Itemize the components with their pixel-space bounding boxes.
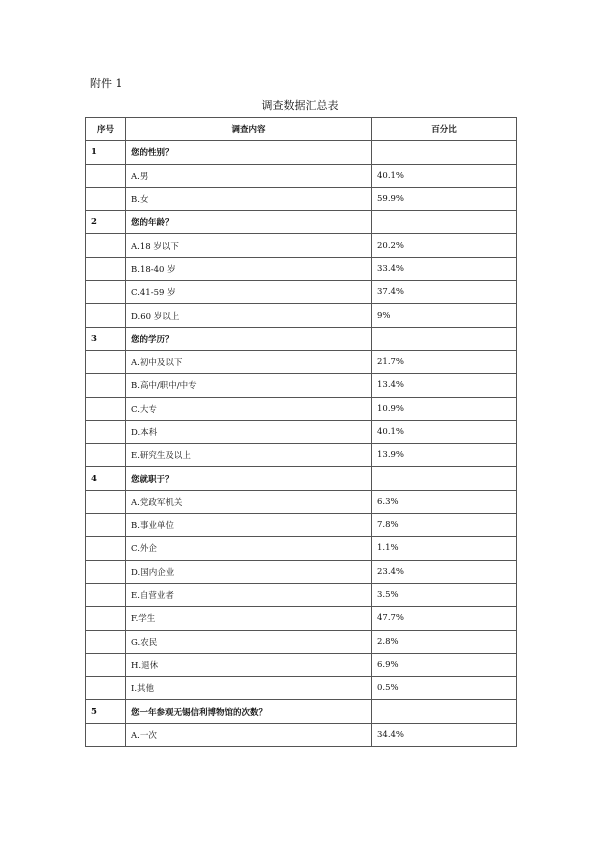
option-row xyxy=(86,234,517,257)
option-label: D.60 岁以上 xyxy=(126,304,372,327)
question-row xyxy=(86,141,517,164)
option-row xyxy=(86,164,517,187)
option-number-empty xyxy=(86,514,126,537)
option-label: C.大专 xyxy=(126,397,372,420)
question-row xyxy=(86,327,517,350)
option-label: E.研究生及以上 xyxy=(126,444,372,467)
table-header-row xyxy=(86,118,517,141)
option-percent: 9% xyxy=(372,304,517,327)
option-label: B.高中/职中/中专 xyxy=(126,374,372,397)
option-number-empty xyxy=(86,304,126,327)
option-percent: 37.4% xyxy=(372,281,517,304)
option-percent: 20.2% xyxy=(372,234,517,257)
question-number: 5 xyxy=(86,700,126,723)
option-label: A.党政军机关 xyxy=(126,490,372,513)
option-percent: 33.4% xyxy=(372,257,517,280)
option-number-empty xyxy=(86,397,126,420)
option-row xyxy=(86,630,517,653)
option-number-empty xyxy=(86,257,126,280)
table-title: 调查数据汇总表 xyxy=(261,99,339,112)
option-label: A.18 岁以下 xyxy=(126,234,372,257)
option-row xyxy=(86,537,517,560)
option-percent: 2.8% xyxy=(372,630,517,653)
option-percent: 13.4% xyxy=(372,374,517,397)
option-percent: 6.9% xyxy=(372,653,517,676)
question-text: 您的学历？ xyxy=(126,327,372,350)
question-number: 2 xyxy=(86,211,126,234)
option-number-empty xyxy=(86,164,126,187)
header-content: 调查内容 xyxy=(126,118,372,141)
option-percent: 7.8% xyxy=(372,514,517,537)
option-label: F.学生 xyxy=(126,607,372,630)
option-number-empty xyxy=(86,350,126,373)
question-percent-empty xyxy=(372,467,517,490)
option-percent: 1.1% xyxy=(372,537,517,560)
option-number-empty xyxy=(86,374,126,397)
option-label: B.女 xyxy=(126,187,372,210)
option-label: H.退休 xyxy=(126,653,372,676)
option-label: E.自营业者 xyxy=(126,583,372,606)
question-text: 您就职于？ xyxy=(126,467,372,490)
option-label: B.事业单位 xyxy=(126,514,372,537)
option-number-empty xyxy=(86,490,126,513)
option-row xyxy=(86,374,517,397)
option-label: D.本科 xyxy=(126,420,372,443)
option-number-empty xyxy=(86,583,126,606)
option-percent: 10.9% xyxy=(372,397,517,420)
header-number: 序号 xyxy=(86,118,126,141)
option-number-empty xyxy=(86,444,126,467)
option-row xyxy=(86,607,517,630)
option-percent: 59.9% xyxy=(372,187,517,210)
question-text: 您一年参观无锡信利博物馆的次数？ xyxy=(126,700,372,723)
option-row xyxy=(86,281,517,304)
question-percent-empty xyxy=(372,700,517,723)
option-number-empty xyxy=(86,187,126,210)
option-row xyxy=(86,350,517,373)
option-percent: 23.4% xyxy=(372,560,517,583)
question-number: 4 xyxy=(86,467,126,490)
survey-summary-table xyxy=(85,117,517,747)
option-number-empty xyxy=(86,234,126,257)
attachment-label: 附件 1 xyxy=(90,77,123,90)
option-label: A.男 xyxy=(126,164,372,187)
option-row xyxy=(86,397,517,420)
option-row xyxy=(86,304,517,327)
option-row xyxy=(86,723,517,746)
option-number-empty xyxy=(86,607,126,630)
option-row xyxy=(86,444,517,467)
option-number-empty xyxy=(86,630,126,653)
option-label: G.农民 xyxy=(126,630,372,653)
question-row xyxy=(86,700,517,723)
option-label: A.初中及以下 xyxy=(126,350,372,373)
header-percent: 百分比 xyxy=(372,118,517,141)
option-label: D.国内企业 xyxy=(126,560,372,583)
option-row xyxy=(86,653,517,676)
option-percent: 6.3% xyxy=(372,490,517,513)
option-number-empty xyxy=(86,723,126,746)
option-percent: 0.5% xyxy=(372,677,517,700)
option-label: C.41-59 岁 xyxy=(126,281,372,304)
option-percent: 3.5% xyxy=(372,583,517,606)
option-label: C.外企 xyxy=(126,537,372,560)
option-row xyxy=(86,420,517,443)
option-row xyxy=(86,677,517,700)
question-text: 您的年龄？ xyxy=(126,211,372,234)
option-percent: 47.7% xyxy=(372,607,517,630)
question-percent-empty xyxy=(372,327,517,350)
question-percent-empty xyxy=(372,211,517,234)
question-row xyxy=(86,211,517,234)
option-row xyxy=(86,560,517,583)
option-number-empty xyxy=(86,281,126,304)
option-row xyxy=(86,490,517,513)
option-number-empty xyxy=(86,537,126,560)
option-percent: 40.1% xyxy=(372,420,517,443)
option-row xyxy=(86,583,517,606)
option-number-empty xyxy=(86,677,126,700)
question-text: 您的性别？ xyxy=(126,141,372,164)
question-row xyxy=(86,467,517,490)
option-row xyxy=(86,514,517,537)
option-percent: 13.9% xyxy=(372,444,517,467)
option-label: B.18-40 岁 xyxy=(126,257,372,280)
option-percent: 21.7% xyxy=(372,350,517,373)
option-row xyxy=(86,257,517,280)
option-label: A.一次 xyxy=(126,723,372,746)
option-percent: 34.4% xyxy=(372,723,517,746)
option-row xyxy=(86,187,517,210)
question-percent-empty xyxy=(372,141,517,164)
option-number-empty xyxy=(86,420,126,443)
table-body xyxy=(86,141,517,747)
option-percent: 40.1% xyxy=(372,164,517,187)
option-number-empty xyxy=(86,653,126,676)
question-number: 1 xyxy=(86,141,126,164)
question-number: 3 xyxy=(86,327,126,350)
option-number-empty xyxy=(86,560,126,583)
option-label: I.其他 xyxy=(126,677,372,700)
